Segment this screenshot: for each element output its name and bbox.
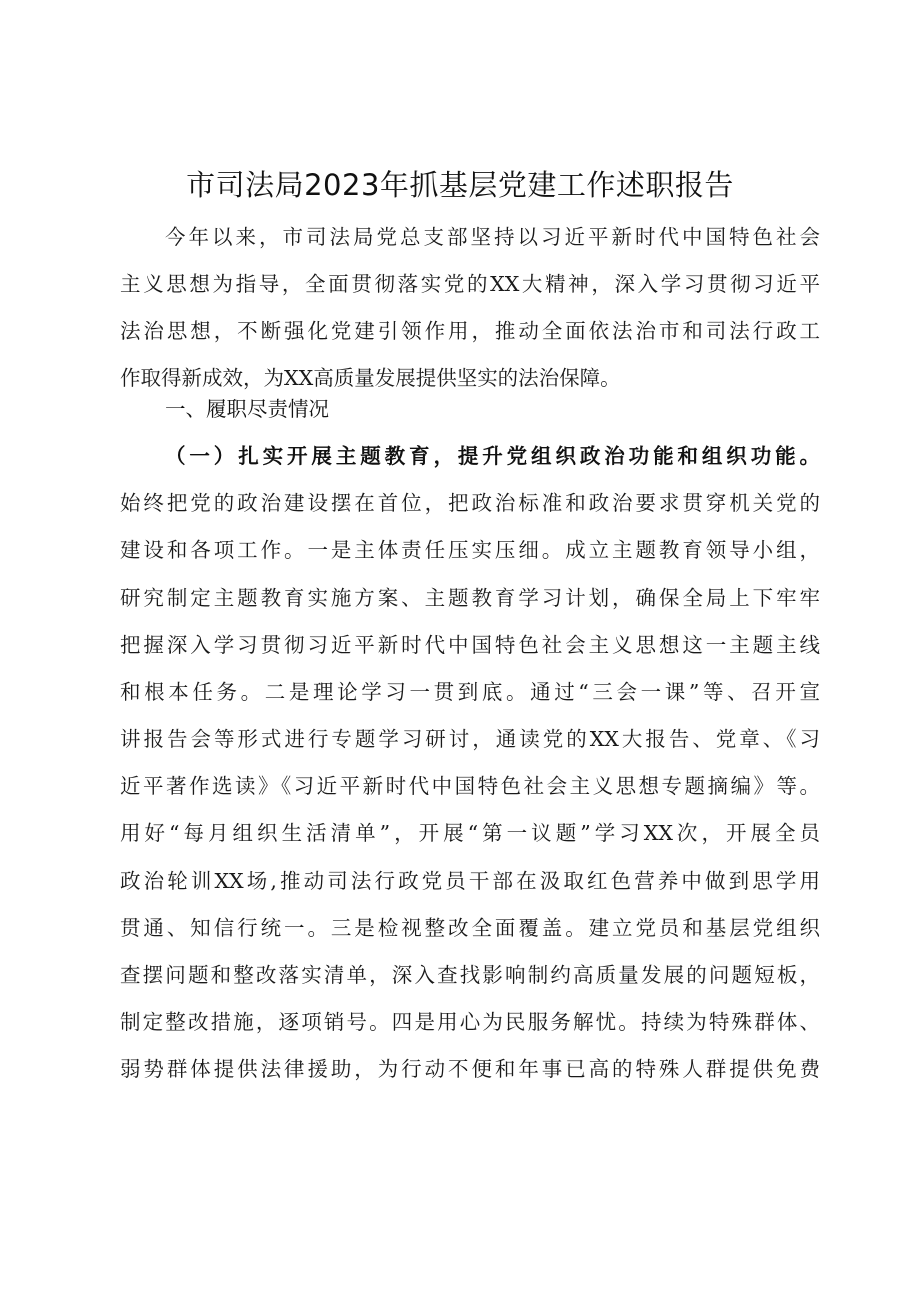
paragraph-line: 法治思想，不断强化党建引领作用，推动全面依法治市和司法行政工 [120, 319, 820, 343]
paragraph-line: 主义思想为指导，全面贯彻落实党的XX大精神，深入学习贯彻习近平 [120, 272, 820, 296]
paragraph-line: 和根本任务。二是理论学习一贯到底。通过“三会一课”等、召开宣 [120, 680, 820, 704]
paragraph-line: 把握深入学习贯彻习近平新时代中国特色社会主义思想这一主题主线 [120, 633, 820, 657]
paragraph-line: 制定整改措施，逐项销号。四是用心为民服务解忧。持续为特殊群体、 [120, 1010, 820, 1034]
paragraph-line: 贯通、知信行统一。三是检视整改全面覆盖。建立党员和基层党组织 [120, 916, 820, 940]
paragraph-line: 始终把党的政治建设摆在首位，把政治标准和政治要求贯穿机关党的 [120, 491, 820, 515]
document-title: 市司法局2023年抓基层党建工作述职报告 [186, 168, 734, 202]
paragraph-line: 用好“每月组织生活清单”，开展“第一议题”学习XX次，开展全员 [120, 821, 820, 845]
paragraph-line: 查摆问题和整改落实清单，深入查找影响制约高质量发展的问题短板， [120, 963, 820, 987]
paragraph-line: 讲报告会等形式进行专题学习研讨，通读党的XX大报告、党章、《习 [120, 727, 820, 751]
paragraph-line: 作取得新成效，为XX高质量发展提供坚实的法治保障。 [120, 366, 621, 390]
subsection-heading: （一）扎实开展主题教育，提升党组织政治功能和组织功能。 [165, 444, 820, 468]
paragraph-line: 研究制定主题教育实施方案、主题教育学习计划，确保全局上下牢牢 [120, 586, 820, 610]
paragraph-line: 建设和各项工作。一是主体责任压实压细。成立主题教育领导小组， [120, 538, 820, 562]
paragraph-line: 近平著作选读》《习近平新时代中国特色社会主义思想专题摘编》等。 [120, 774, 820, 798]
paragraph-line: 弱势群体提供法律援助，为行动不便和年事已高的特殊人群提供免费 [120, 1057, 820, 1081]
paragraph-line: 政治轮训XX场,推动司法行政党员干部在汲取红色营养中做到思学用 [120, 869, 820, 893]
section-heading: 一、履职尽责情况 [165, 397, 329, 421]
paragraph-line: 今年以来，市司法局党总支部坚持以习近平新时代中国特色社会 [165, 225, 820, 249]
